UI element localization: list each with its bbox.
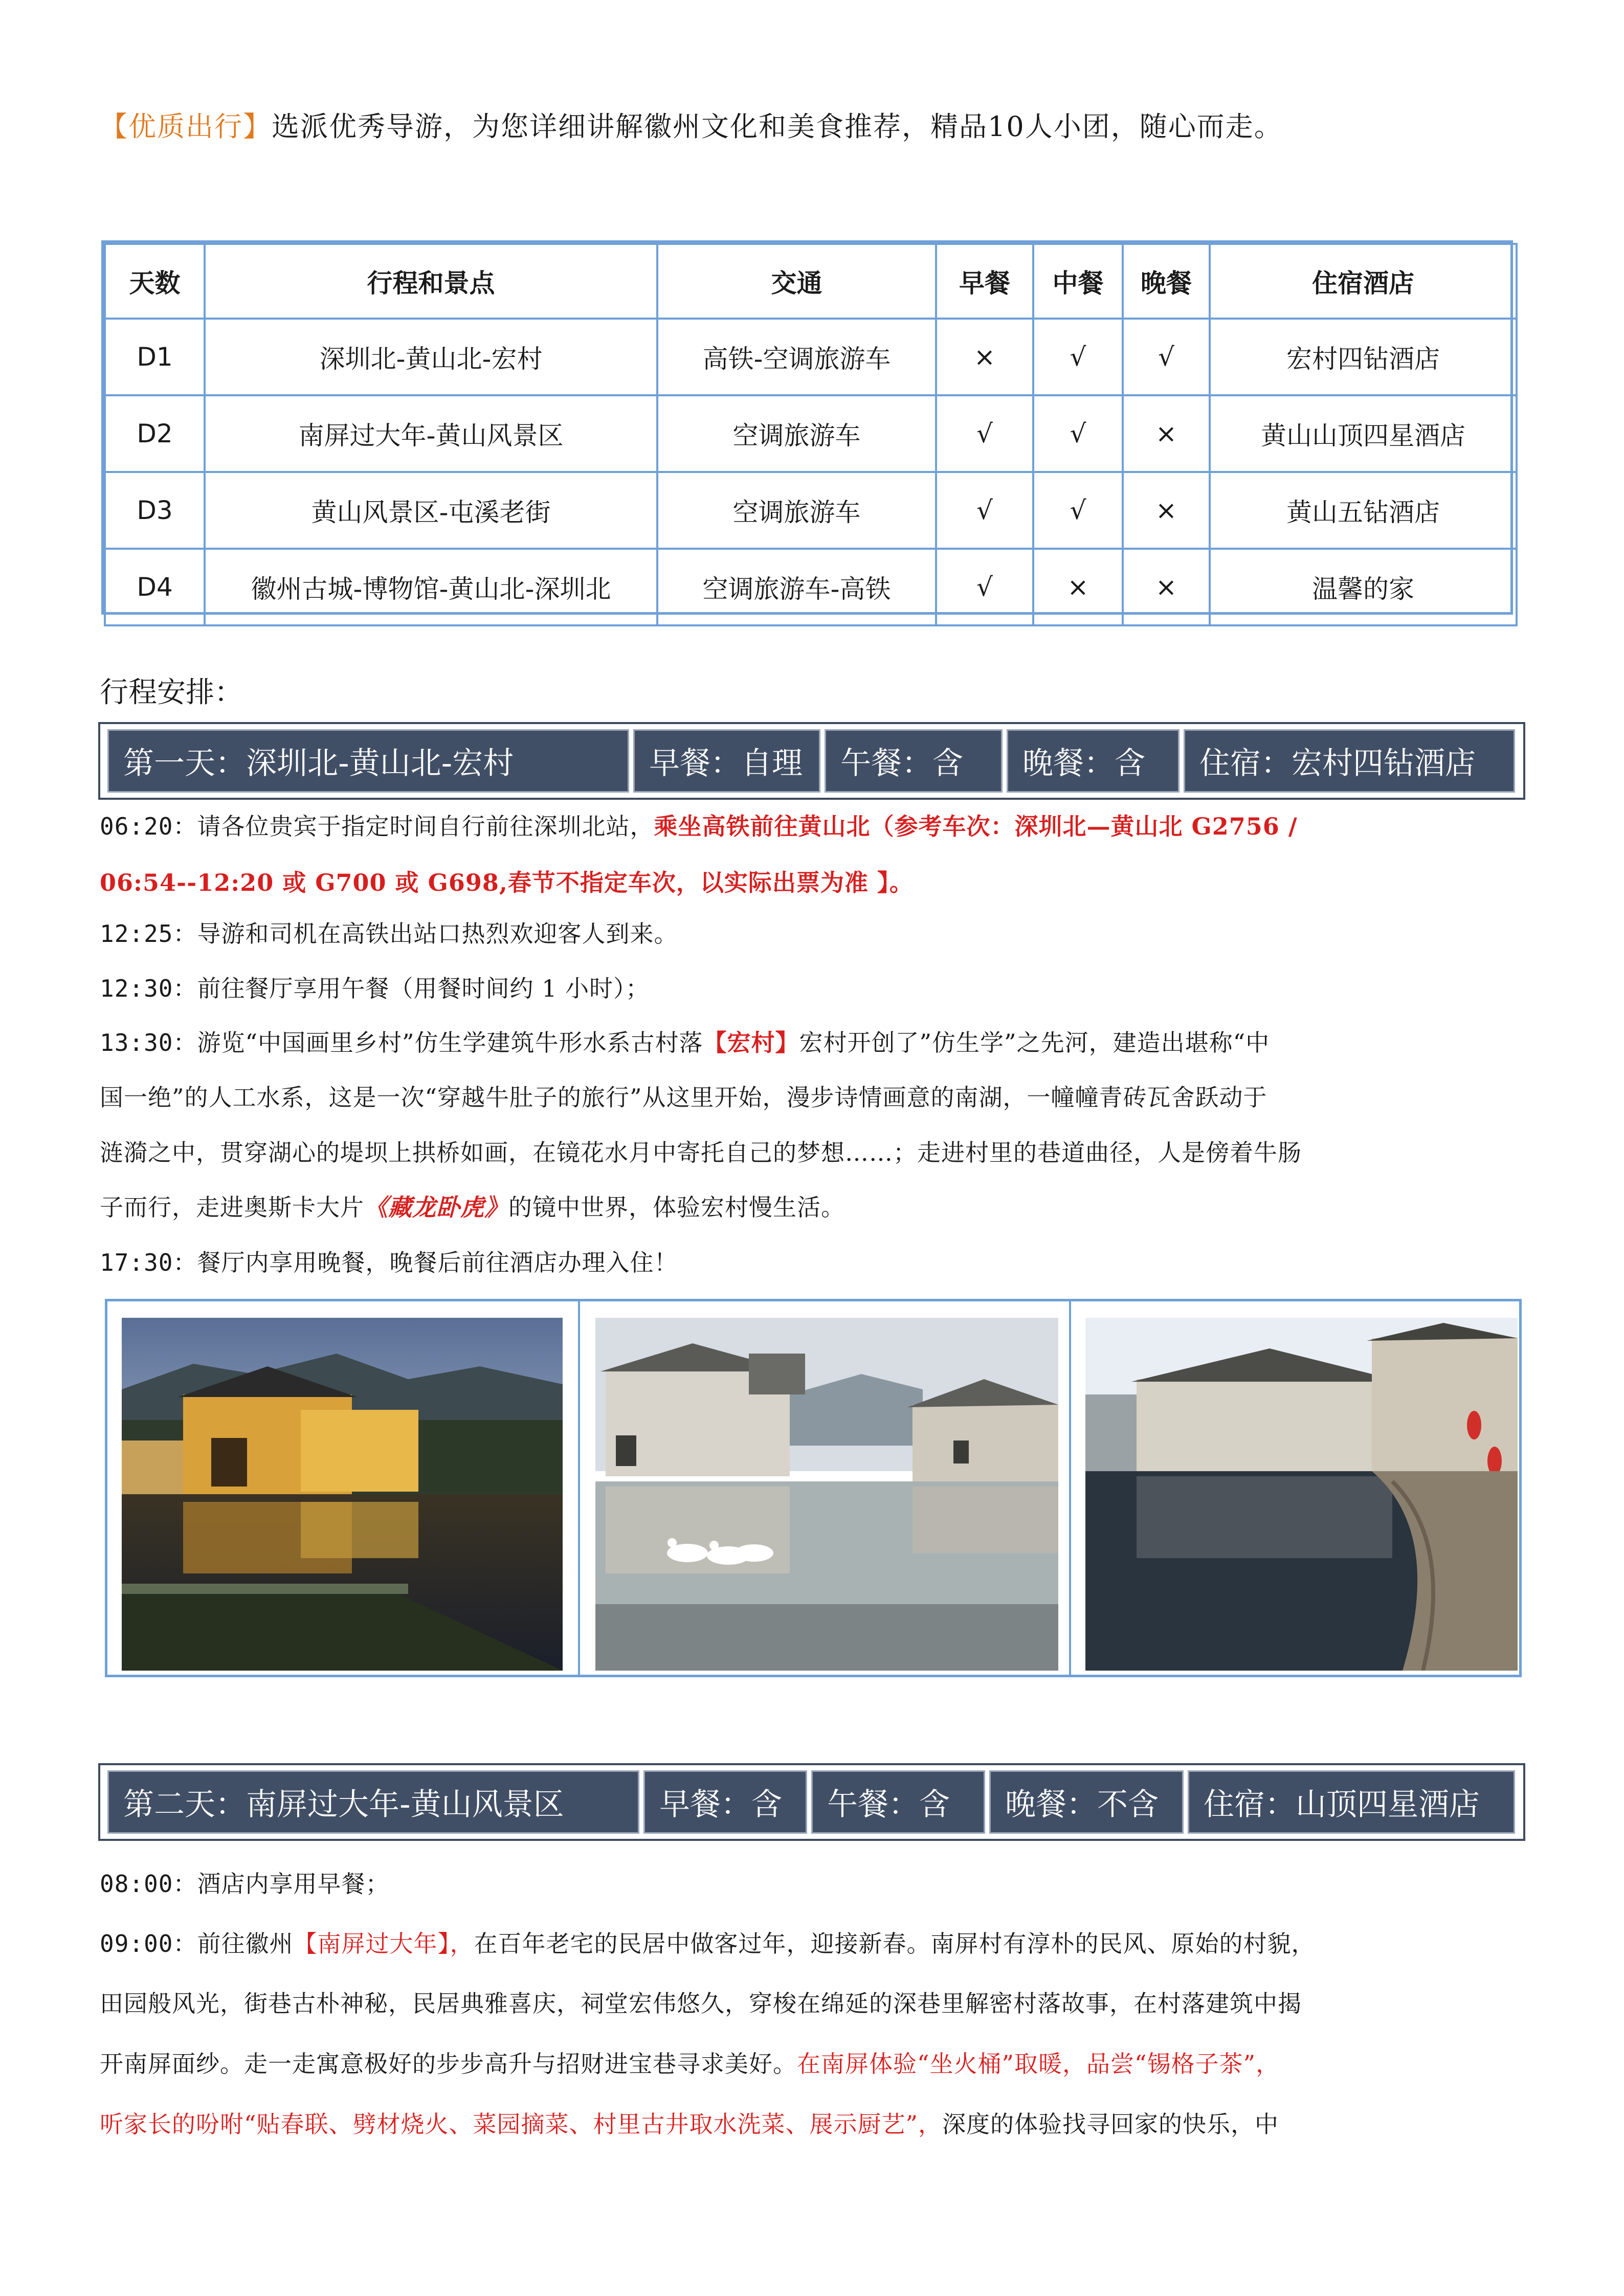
intro-text: 选派优秀导游，为您详细讲解徽州文化和美食推荐，精品10人小团，随心而走。 [272,110,1283,143]
intro-tag: 【优质出行】 [100,110,272,143]
day2-header-bar [98,1763,1525,1841]
cell-dinner: × [1123,472,1210,549]
day2-line [100,1865,389,1899]
village-geese-photo [595,1318,1058,1671]
day2-breakfast: 早餐：含 [643,1770,807,1834]
cell-route: 徽州古城-博物馆-黄山北-深圳北 [205,549,657,625]
cell-day: D4 [105,549,205,625]
cell-day: D2 [105,395,205,472]
cell-route: 深圳北-黄山北-宏村 [205,319,657,395]
cell-transport: 空调旅游车 [657,395,936,472]
time-label: 17:30： [100,1249,197,1276]
time-label: 08:00： [100,1870,197,1898]
table-row [105,472,1517,549]
time-label: 13:30： [100,1029,197,1056]
line-text: 的镜中世界，体验宏村慢生活。 [508,1194,845,1221]
line-text: 请各位贵宾于指定时间自行前往深圳北站， [197,813,654,840]
photo-strip [105,1299,1522,1677]
highlight-text: 乘坐高铁前往黄山北（参考车次：深圳北—黄山北 G2756 / [654,813,1298,840]
cell-day: D3 [105,472,205,549]
time-label: 09:00： [100,1930,197,1957]
header-breakfast: 早餐 [936,244,1033,319]
line-text: 深度的体验找寻回家的快乐，中 [942,2110,1279,2138]
cell-dinner: × [1123,549,1210,625]
day2-line [100,2045,1280,2079]
header-dinner: 晚餐 [1123,244,1210,319]
day1-line [100,915,678,949]
day1-lunch: 午餐：含 [825,729,1003,793]
cell-breakfast: × [936,319,1033,395]
day1-line [100,1024,1270,1058]
day2-title: 第二天：南屏过大年-黄山风景区 [107,1770,639,1834]
village-lake-photo [1085,1318,1518,1671]
header-transport: 交通 [657,244,936,319]
time-label: 12:25： [100,920,197,948]
photo-cell [578,1301,1069,1675]
cell-lunch: √ [1033,395,1123,472]
header-hotel: 住宿酒店 [1210,244,1517,319]
cell-dinner: √ [1123,319,1210,395]
section-title: 行程安排： [100,676,243,709]
village-night-photo [122,1318,563,1671]
header-lunch: 中餐 [1033,244,1123,319]
cell-route: 黄山风景区-屯溪老街 [205,472,657,549]
time-label: 12:30： [100,975,197,1002]
cell-lunch: √ [1033,319,1123,395]
day2-hotel: 住宿：山顶四星酒店 [1188,1770,1515,1834]
line-text: 前往徽州 [197,1930,294,1957]
line-text: 餐厅内享用晚餐，晚餐后前往酒店办理入住！ [197,1249,678,1276]
line-text: 开南屏面纱。走一走寓意极好的步步高升与招财进宝巷寻求美好。 [100,2050,797,2078]
day2-lunch: 午餐：含 [811,1770,985,1834]
line-text: 酒店内享用早餐； [197,1870,390,1898]
line-text: 子而行，走进奥斯卡大片 [100,1194,364,1221]
highlight-text: 06:54--12:20 或 G700 或 G698,春节不指定车次，以实际出票为准 】。 [100,869,914,896]
cell-breakfast: √ [936,472,1033,549]
day1-line [100,808,1298,842]
line-text: 宏村开创了”仿生学”之先河，建造出堪称“中 [799,1029,1270,1056]
cell-transport: 高铁-空调旅游车 [657,319,936,395]
cell-lunch: √ [1033,472,1123,549]
day1-title: 第一天：深圳北-黄山北-宏村 [107,729,629,793]
line-text: 游览“中国画里乡村”仿生学建筑牛形水系古村落 [197,1029,703,1056]
line-text: 在百年老宅的民居中做客过年，迎接新春。南屏村有淳朴的民风、原始的村貌， [474,1930,1316,1957]
cell-breakfast: √ [936,395,1033,472]
table-row [105,395,1517,472]
day2-dinner: 晚餐：不含 [989,1770,1184,1834]
itinerary-table [101,240,1513,615]
highlight-text: 在南屏体验“坐火桶”取暖，品尝“锡格子茶”， [797,2050,1280,2078]
cell-lunch: × [1033,549,1123,625]
cell-day: D1 [105,319,205,395]
highlight-text: 《藏龙卧虎》 [364,1194,508,1221]
cell-hotel: 宏村四钻酒店 [1210,319,1517,395]
day1-line [100,1189,845,1223]
header-route: 行程和景点 [205,244,657,319]
line-text: 导游和司机在高铁出站口热烈欢迎客人到来。 [197,920,678,948]
day1-dinner: 晚餐：含 [1007,729,1180,793]
cell-hotel: 黄山五钻酒店 [1210,472,1517,549]
day1-header-bar [98,722,1525,800]
highlight-text: 【宏村】 [703,1029,799,1056]
highlight-text: 【南屏过大年】， [293,1930,474,1957]
time-label: 06:20： [100,813,197,840]
cell-transport: 空调旅游车-高铁 [657,549,936,625]
header-day: 天数 [105,244,205,319]
day1-line: 涟漪之中，贯穿湖心的堤坝上拱桥如画，在镜花水月中寄托自己的梦想……；走进村里的巷道曲径，人是傍着牛肠 [100,1139,1302,1166]
day1-line [100,970,650,1004]
day1-line: 国一绝”的人工水系，这是一次“穿越牛肚子的旅行”从这里开始，漫步诗情画意的南湖，一幢幢青砖瓦舍跃动于 [100,1084,1267,1111]
table-header-row [105,244,1517,319]
day1-hotel: 住宿：宏村四钻酒店 [1184,729,1515,793]
day2-line: 田园般风光，街巷古朴神秘，民居典雅喜庆，祠堂宏伟悠久，穿梭在绵延的深巷里解密村落故事，在村落建筑中揭 [100,1990,1302,2017]
intro-line [100,105,1283,144]
table-row [105,319,1517,395]
day1-breakfast: 早餐：自理 [633,729,820,793]
photo-cell [107,1301,578,1675]
table-row [105,549,1517,625]
cell-hotel: 温馨的家 [1210,549,1517,625]
photo-cell [1069,1301,1519,1675]
cell-hotel: 黄山山顶四星酒店 [1210,395,1517,472]
highlight-text: 听家长的吩咐“贴春联、劈材烧火、菜园摘菜、村里古井取水洗菜、展示厨艺”， [100,2110,943,2138]
line-text: 前往餐厅享用午餐（用餐时间约 1 小时）； [197,975,650,1002]
cell-transport: 空调旅游车 [657,472,936,549]
day1-line [100,1244,678,1278]
cell-dinner: × [1123,395,1210,472]
cell-route: 南屏过大年-黄山风景区 [205,395,657,472]
day2-line [100,2106,1279,2140]
day1-line [100,864,914,898]
day2-line [100,1925,1315,1959]
cell-breakfast: √ [936,549,1033,625]
